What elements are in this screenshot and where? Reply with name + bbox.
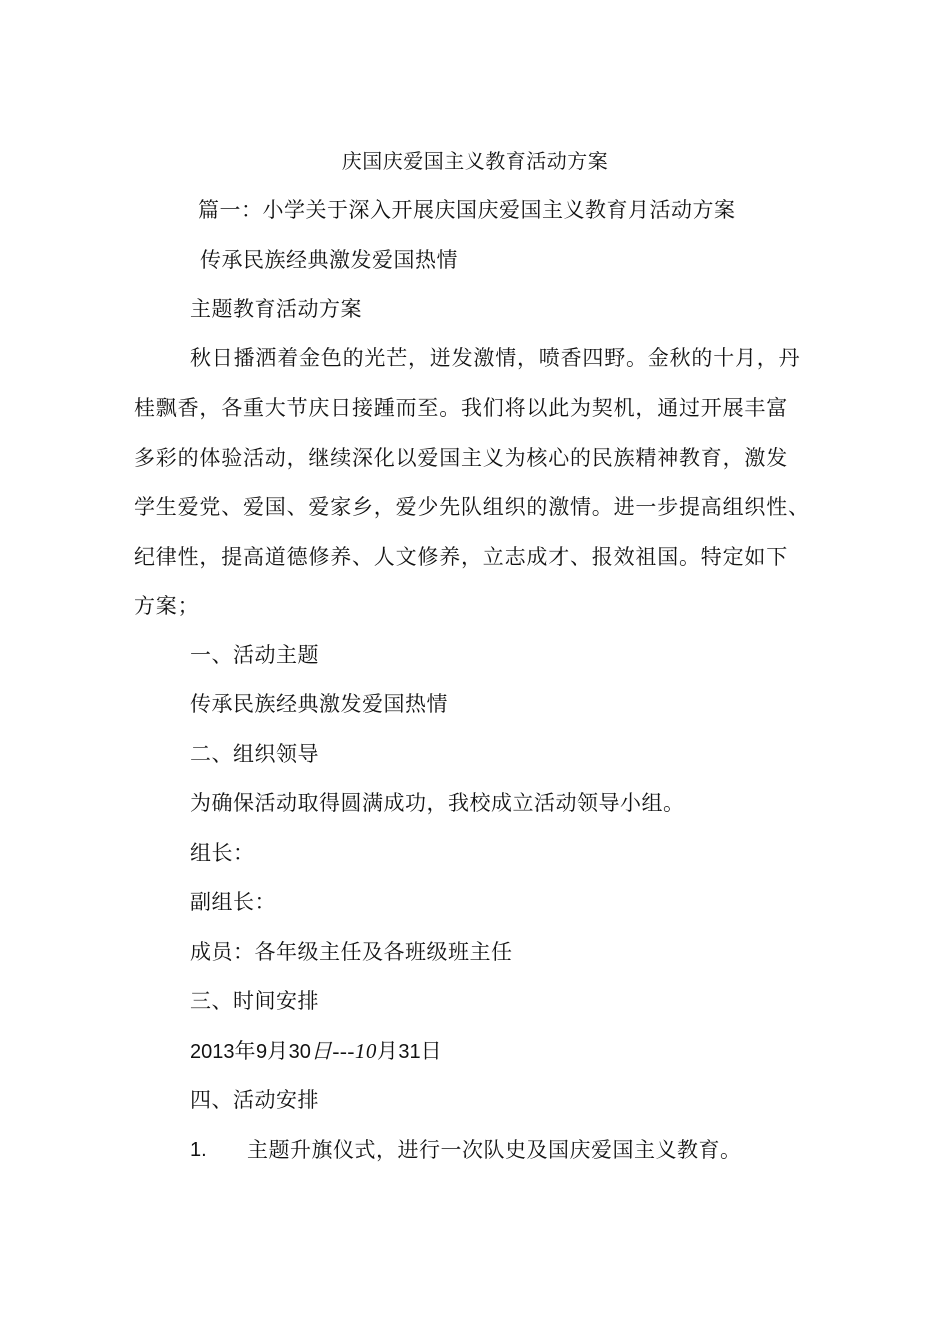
section-label: 主题教育活动方案 (190, 297, 362, 321)
organization-body: 为确保活动取得圆满成功，我校成立活动领导小组。 (190, 791, 685, 815)
intro-line-2: 桂飘香，各重大节庆日接踵而至。我们将以此为契机，通过开展丰富 (134, 396, 788, 420)
intro-line-6: 方案； (134, 594, 200, 618)
heading-activity-theme: 一、活动主题 (190, 643, 319, 667)
date-year: 2013 (190, 1041, 235, 1063)
date-day-1: 30 (288, 1041, 311, 1063)
date-month-unit-2: 月 (376, 1039, 399, 1063)
date-day-2: 31 (398, 1041, 421, 1063)
document-title: 庆国庆爱国主义教育活动方案 (341, 149, 609, 173)
date-year-unit: 年 (234, 1039, 256, 1063)
date-month-unit-1: 月 (267, 1039, 289, 1063)
intro-line-1: 秋日播洒着金色的光芒，迸发激情，喷香四野。金秋的十月，丹 (190, 346, 801, 370)
heading-schedule: 三、时间安排 (190, 989, 319, 1013)
members-line: 成员：各年级主任及各班级班主任 (190, 940, 513, 964)
intro-line-4: 学生爱党、爱国、爱家乡，爱少先队组织的激情。进一步提高组织性、 (134, 495, 810, 519)
schedule-date (190, 1037, 442, 1066)
leader-line: 组长： (190, 841, 255, 865)
date-month-1: 9 (256, 1041, 268, 1063)
heading-activity-plan: 四、活动安排 (190, 1088, 319, 1112)
document-subtitle: 篇一：小学关于深入开展庆国庆爱国主义教育月活动方案 (198, 198, 736, 222)
intro-line-5: 纪律性，提高道德修养、人文修养，立志成才、报效祖国。特定如下 (134, 545, 788, 569)
vice-leader-line: 副组长： (190, 890, 276, 914)
list-item-1-text: 主题升旗仪式，进行一次队史及国庆爱国主义教育。 (247, 1138, 742, 1162)
activity-theme-body: 传承民族经典激发爱国热情 (190, 692, 448, 716)
date-day-unit: 日 (420, 1039, 443, 1063)
list-item-1-number: 1. (190, 1139, 207, 1161)
date-separator: 日---10 (310, 1039, 377, 1063)
intro-line-3: 多彩的体验活动，继续深化以爱国主义为核心的民族精神教育，激发 (134, 446, 788, 470)
theme-line: 传承民族经典激发爱国热情 (200, 248, 458, 272)
heading-organization: 二、组织领导 (190, 742, 319, 766)
